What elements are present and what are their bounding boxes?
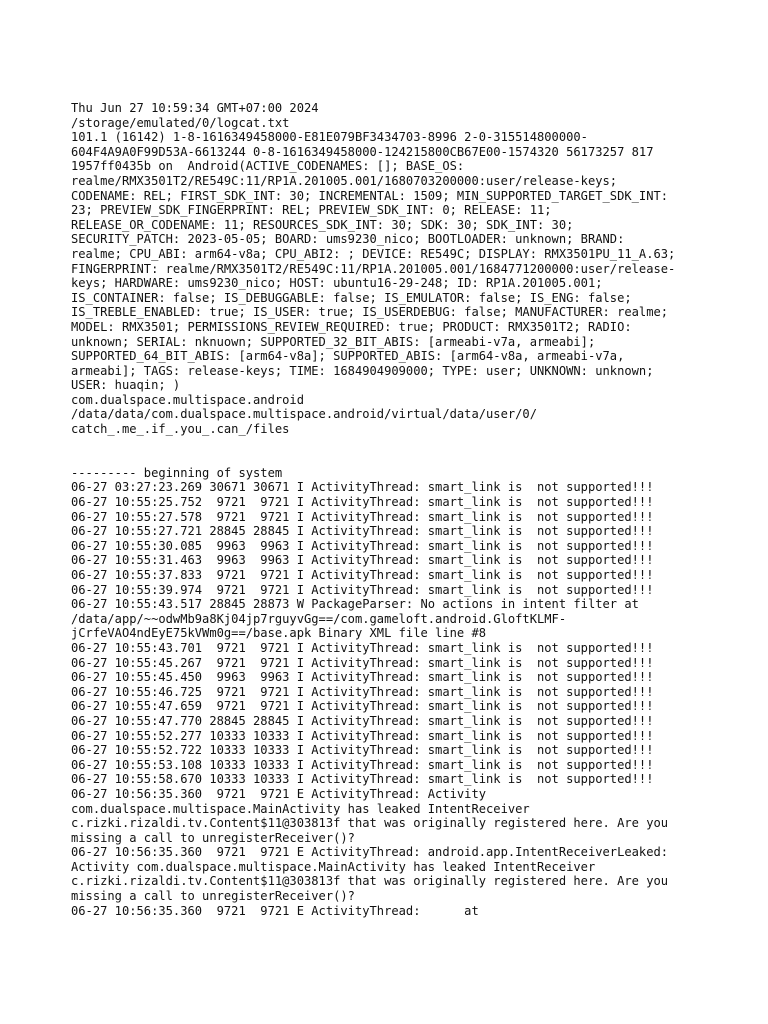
header-line: 23; PREVIEW_SDK_FINGERPRINT: REL; PREVIEW_SDK_INT: 0; RELEASE: 11; bbox=[71, 203, 552, 218]
log-line: Activity com.dualspace.multispace.MainActivity has leaked IntentReceiver bbox=[71, 859, 596, 874]
log-line: 06-27 10:55:39.974 9721 9721 I ActivityThread: smart_link is not supported!!! bbox=[71, 582, 654, 597]
log-line: missing a call to unregisterReceiver()? bbox=[71, 830, 355, 845]
header-line: 604F4A9A0F99D53A-6613244 0-8-1616349458000-124215800CB67E00-1574320 56173257 817 bbox=[71, 144, 654, 159]
header-line: catch_.me_.if_.you_.can_/files bbox=[71, 422, 290, 437]
log-line: com.dualspace.multispace.MainActivity has leaked IntentReceiver bbox=[71, 801, 530, 816]
log-line: 06-27 10:55:43.701 9721 9721 I ActivityThread: smart_link is not supported!!! bbox=[71, 640, 654, 655]
header-line: keys; HARDWARE: ums9230_nico; HOST: ubuntu16-29-248; ID: RP1A.201005.001; bbox=[71, 276, 603, 291]
log-line: /data/app/~~odwMb9a8Kj04jp7rguyvGg==/com.gameloft.android.GloftKLMF- bbox=[71, 611, 567, 626]
log-line: 06-27 10:55:46.725 9721 9721 I ActivityThread: smart_link is not supported!!! bbox=[71, 684, 654, 699]
header-line: Thu Jun 27 10:59:34 GMT+07:00 2024 bbox=[71, 101, 319, 115]
log-entries bbox=[71, 466, 711, 918]
header-line: 1957ff0435b on Android(ACTIVE_CODENAMES: []; BASE_OS: bbox=[71, 159, 465, 174]
header-line: IS_TREBLE_ENABLED: true; IS_USER: true; IS_USERDEBUG: false; MANUFACTURER: realme; bbox=[71, 305, 669, 320]
log-line: missing a call to unregisterReceiver()? bbox=[71, 889, 355, 904]
header-line: /data/data/com.dualspace.multispace.android/virtual/data/user/0/ bbox=[71, 407, 537, 422]
log-line: 06-27 10:55:45.450 9963 9963 I ActivityThread: smart_link is not supported!!! bbox=[71, 670, 654, 685]
log-line: 06-27 10:55:47.770 28845 28845 I ActivityThread: smart_link is not supported!!! bbox=[71, 713, 654, 728]
device-info-header bbox=[71, 101, 711, 437]
log-line: 06-27 10:55:43.517 28845 28873 W PackageParser: No actions in intent filter at bbox=[71, 597, 639, 612]
log-line: c.rizki.rizaldi.tv.Content$11@303813f that was originally registered here. Are you bbox=[71, 816, 669, 831]
log-line: 06-27 10:55:53.108 10333 10333 I ActivityThread: smart_link is not supported!!! bbox=[71, 757, 654, 772]
log-line: 06-27 10:55:27.578 9721 9721 I ActivityThread: smart_link is not supported!!! bbox=[71, 509, 654, 524]
log-line: 06-27 10:55:37.833 9721 9721 I ActivityThread: smart_link is not supported!!! bbox=[71, 568, 654, 582]
log-line: 06-27 03:27:23.269 30671 30671 I ActivityThread: smart_link is not supported!!! bbox=[71, 480, 654, 495]
header-line: 101.1 (16142) 1-8-1616349458000-E81E079BF3434703-8996 2-0-315514800000- bbox=[71, 130, 588, 145]
log-line: jCrfeVAO4ndEyE75kVWm0g==/base.apk Binary XML file line #8 bbox=[71, 626, 487, 641]
log-line: 06-27 10:55:52.277 10333 10333 I ActivityThread: smart_link is not supported!!! bbox=[71, 728, 654, 743]
log-line: 06-27 10:55:31.463 9963 9963 I ActivityThread: smart_link is not supported!!! bbox=[71, 553, 654, 568]
log-line: --------- beginning of system bbox=[71, 465, 283, 480]
header-line: /storage/emulated/0/logcat.txt bbox=[71, 115, 290, 130]
header-line: armeabi]; TAGS: release-keys; TIME: 1684904909000; TYPE: user; UNKNOWN: unknown; bbox=[71, 363, 654, 378]
log-line: 06-27 10:56:35.360 9721 9721 E ActivityThread: Activity bbox=[71, 786, 487, 801]
header-line: SECURITY_PATCH: 2023-05-05; BOARD: ums9230_nico; BOOTLOADER: unknown; BRAND: bbox=[71, 232, 625, 247]
log-line: 06-27 10:55:58.670 10333 10333 I ActivityThread: smart_link is not supported!!! bbox=[71, 772, 654, 787]
header-line: RELEASE_OR_CODENAME: 11; RESOURCES_SDK_INT: 30; SDK: 30; SDK_INT: 30; bbox=[71, 217, 574, 232]
log-line: 06-27 10:55:25.752 9721 9721 I ActivityThread: smart_link is not supported!!! bbox=[71, 495, 654, 510]
log-line: 06-27 10:55:52.722 10333 10333 I ActivityThread: smart_link is not supported!!! bbox=[71, 743, 654, 758]
spacer bbox=[71, 451, 711, 466]
header-line: realme; CPU_ABI: arm64-v8a; CPU_ABI2: ; DEVICE: RE549C; DISPLAY: RMX3501PU_11_A.63; bbox=[71, 246, 676, 261]
log-line: 06-27 10:55:47.659 9721 9721 I ActivityThread: smart_link is not supported!!! bbox=[71, 699, 654, 714]
header-line: FINGERPRINT: realme/RMX3501T2/RE549C:11/RP1A.201005.001/1684771200000:user/release- bbox=[71, 261, 676, 276]
log-line: 06-27 10:55:45.267 9721 9721 I ActivityThread: smart_link is not supported!!! bbox=[71, 655, 654, 670]
log-line: 06-27 10:55:30.085 9963 9963 I ActivityThread: smart_link is not supported!!! bbox=[71, 538, 654, 553]
header-line: CODENAME: REL; FIRST_SDK_INT: 30; INCREMENTAL: 1509; MIN_SUPPORTED_TARGET_SDK_INT: bbox=[71, 188, 669, 203]
header-line: IS_CONTAINER: false; IS_DEBUGGABLE: false; IS_EMULATOR: false; IS_ENG: false; bbox=[71, 290, 632, 305]
log-line: c.rizki.rizaldi.tv.Content$11@303813f that was originally registered here. Are you bbox=[71, 874, 669, 889]
log-line: 06-27 10:55:27.721 28845 28845 I ActivityThread: smart_link is not supported!!! bbox=[71, 524, 654, 539]
log-line: 06-27 10:56:35.360 9721 9721 E ActivityThread: android.app.IntentReceiverLeaked: bbox=[71, 845, 669, 860]
log-line: 06-27 10:56:35.360 9721 9721 E ActivityThread: at bbox=[71, 903, 479, 918]
logcat-document bbox=[71, 101, 711, 918]
header-line: com.dualspace.multispace.android bbox=[71, 392, 304, 407]
header-line: unknown; SERIAL: nknuown; SUPPORTED_32_BIT_ABIS: [armeabi-v7a, armeabi]; bbox=[71, 334, 596, 349]
spacer bbox=[71, 437, 711, 452]
header-line: MODEL: RMX3501; PERMISSIONS_REVIEW_REQUIRED: true; PRODUCT: RMX3501T2; RADIO: bbox=[71, 319, 632, 334]
header-line: realme/RMX3501T2/RE549C:11/RP1A.201005.001/1680703200000:user/release-keys; bbox=[71, 173, 618, 188]
header-line: USER: huaqin; ) bbox=[71, 378, 181, 393]
header-line: SUPPORTED_64_BIT_ABIS: [arm64-v8a]; SUPPORTED_ABIS: [arm64-v8a, armeabi-v7a, bbox=[71, 349, 625, 364]
